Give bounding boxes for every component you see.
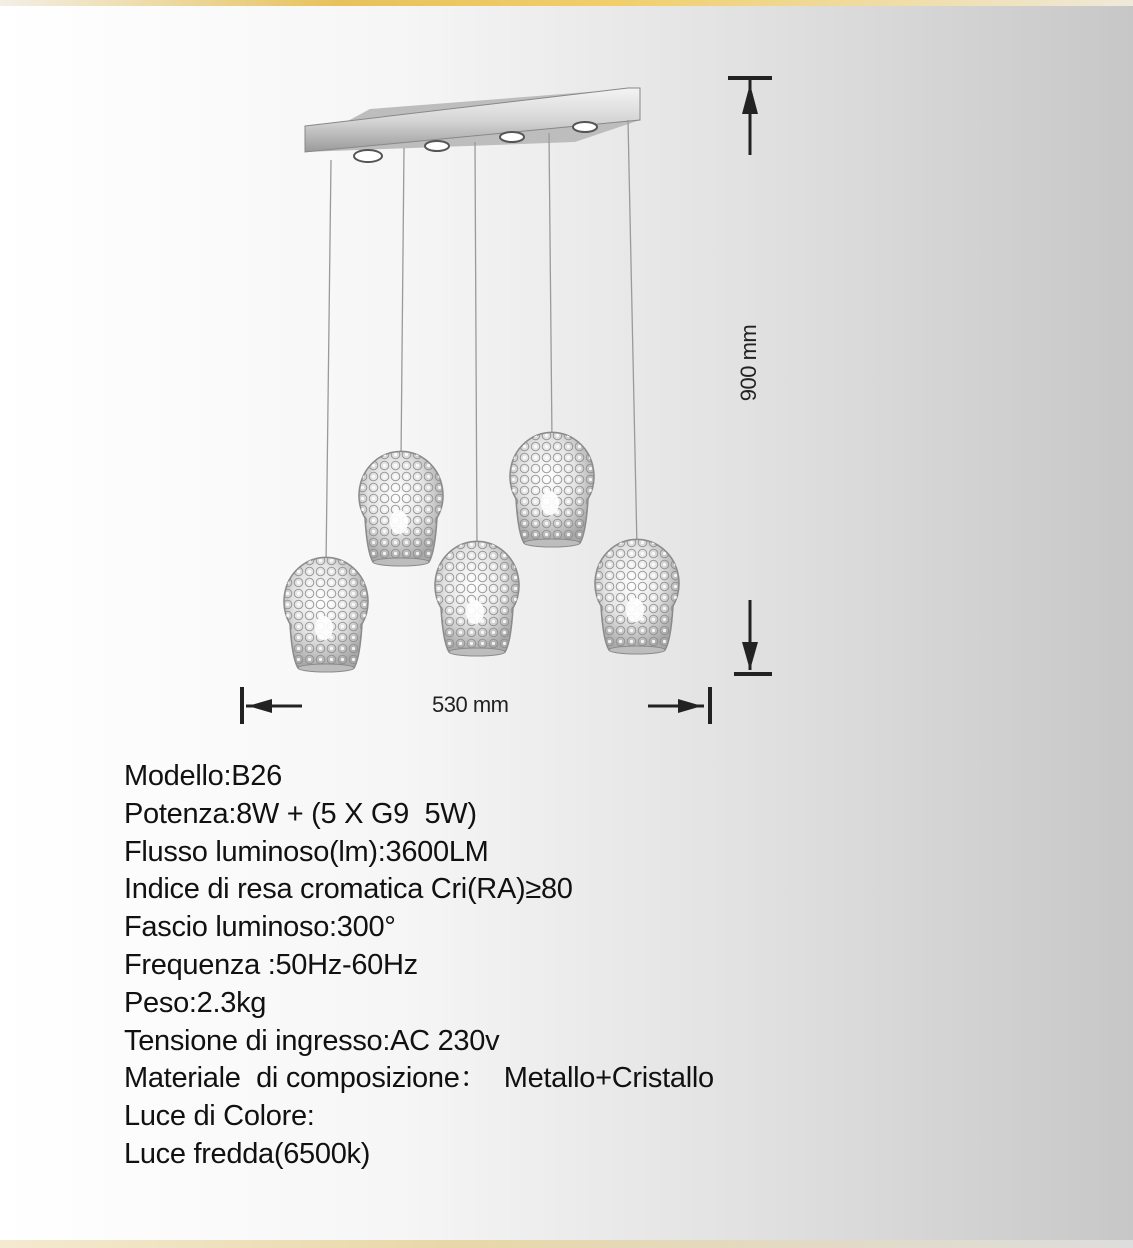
height-dimension-label: 900 mm [736,324,761,402]
pendant-lamp [284,557,368,672]
spec-frequency: Frequenza :50Hz-60Hz [124,948,418,981]
spec-luminous-flux: Flusso luminoso(lm):3600LM [124,835,489,868]
width-dimension-label: 530 mm [432,692,509,717]
spec-light-color-value: Luce fredda(6500k) [124,1137,371,1170]
pendant-lamp [359,451,443,566]
spec-beam-angle: Fascio luminoso:300° [124,911,396,944]
spec-weight: Peso:2.3kg [124,986,267,1019]
spec-list [124,758,714,1174]
bottom-decorative-edge [0,1240,1133,1248]
spec-color-rendering-index: Indice di resa cromatica Cri(RA)≥80 [124,873,573,906]
spec-model: Modello:B26 [124,760,282,792]
spec-light-color-heading: Luce di Colore: [124,1100,315,1133]
spec-material: Materiale di composizione： Metallo+Cristallo [124,1062,714,1095]
pendant-lamp [510,432,594,547]
ceiling-plate [305,88,640,162]
spec-power: Potenza:8W + (5 X G9 5W) [124,797,477,830]
spec-input-voltage: Tensione di ingresso:AC 230v [124,1024,500,1057]
pendant-lamp [435,541,519,656]
pendant-lamp [595,539,679,654]
